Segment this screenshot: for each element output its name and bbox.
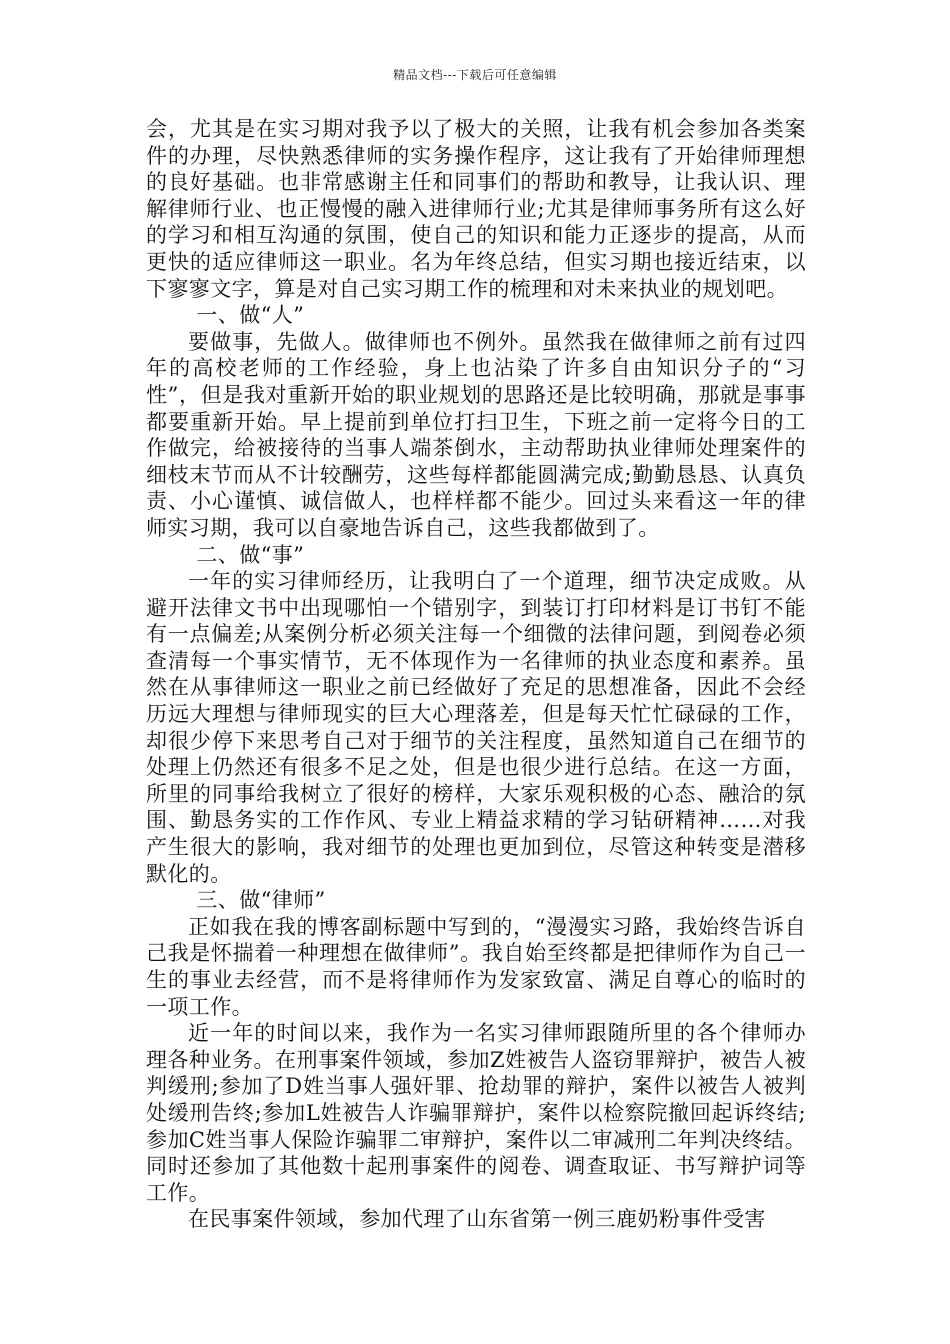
document-body bbox=[146, 116, 806, 1233]
section-heading-3: 三、做“律师” bbox=[196, 888, 326, 913]
paragraph-be-a-lawyer: 正如我在我的博客副标题中写到的，“漫漫实习路，我始终告诉自己我是怀揣着一种理想在做律师”。我自始至终都是把律师作为自己一生的事业去经营，而不是将律师作为发家致富、满足自尊心的临时的一项工作。 bbox=[146, 914, 806, 1019]
section-heading-1: 一、做“人” bbox=[196, 303, 305, 328]
paragraph-be-a-person: 要做事，先做人。做律师也不例外。虽然我在做律师之前有过四年的高校老师的工作经验，身上也沾染了许多自由知识分子的“习性”，但是我对重新开始的职业规划的思路还是比较明确，那就是事事都要重新开始。早上提前到单位打扫卫生，下班之前一定将今日的工作做完，给被接待的当事人端茶倒水，主动帮助执业律师处理案件的细枝末节而从不计较酬劳，这些每样都能圆满完成;勤勤恳恳、认真负责、小心谨慎、诚信做人，也样样都不能少。回过头来看这一年的律师实习期，我可以自豪地告诉自己，这些我都做到了。 bbox=[146, 329, 806, 540]
paragraph-criminal-cases: 近一年的时间以来，我作为一名实习律师跟随所里的各个律师办理各种业务。在刑事案件领域，参加Z姓被告人盗窃罪辩护，被告人被判缓刑;参加了D姓当事人强奸罪、抢劫罪的辩护，案件以被告人被判处缓刑告终;参加L姓被告人诈骗罪辩护，案件以检察院撤回起诉终结;参加C姓当事人保险诈骗罪二审辩护，案件以二审减刑二年判决终结。同时还参加了其他数十起刑事案件的阅卷、调查取证、书写辩护词等工作。 bbox=[146, 1021, 806, 1205]
page-header: 精品文档---下载后可任意编辑 bbox=[393, 68, 557, 82]
paragraph-intro: 会，尤其是在实习期对我予以了极大的关照，让我有机会参加各类案件的办理，尽快熟悉律师的实务操作程序，这让我有了开始律师理想的良好基础。也非常感谢主任和同事们的帮助和教导，让我认识、理解律师行业、也正慢慢的融入进律师行业;尤其是律师事务所有这么好的学习和相互沟通的氛围，使自己的知识和能力正逐步的提高，从而更快的适应律师这一职业。名为年终总结，但实习期也接近结束，以下寥寥文字，算是对自己实习期工作的梳理和对未来执业的规划吧。 bbox=[146, 117, 806, 301]
paragraph-do-things: 一年的实习律师经历，让我明白了一个道理，细节决定成败。从避开法律文书中出现哪怕一个错别字，到装订打印材料是订书钉不能有一点偏差;从案例分析必须关注每一个细微的法律问题，到阅卷必须查清每一个事实情节，无不体现作为一名律师的执业态度和素养。虽然在从事律师这一职业之前已经做好了充足的思想准备，因此不会经历远大理想与律师现实的巨大心理落差，但是每天忙忙碌碌的工作，却很少停下来思考自己对于细节的关注程度，虽然知道自己在细节的处理上仍然还有很多不足之处，但是也很少进行总结。在这一方面，所里的同事给我树立了很好的榜样，大家乐观积极的心态、融洽的氛围、勤恳务实的工作作风、专业上精益求精的学习钻研精神……对我产生很大的影响，我对细节的处理也更加到位，尽管这种转变是潜移默化的。 bbox=[146, 569, 806, 886]
section-heading-2: 二、做“事” bbox=[196, 542, 305, 567]
paragraph-civil-cases: 在民事案件领域，参加代理了山东省第一例三鹿奶粉事件受害 bbox=[188, 1207, 766, 1232]
